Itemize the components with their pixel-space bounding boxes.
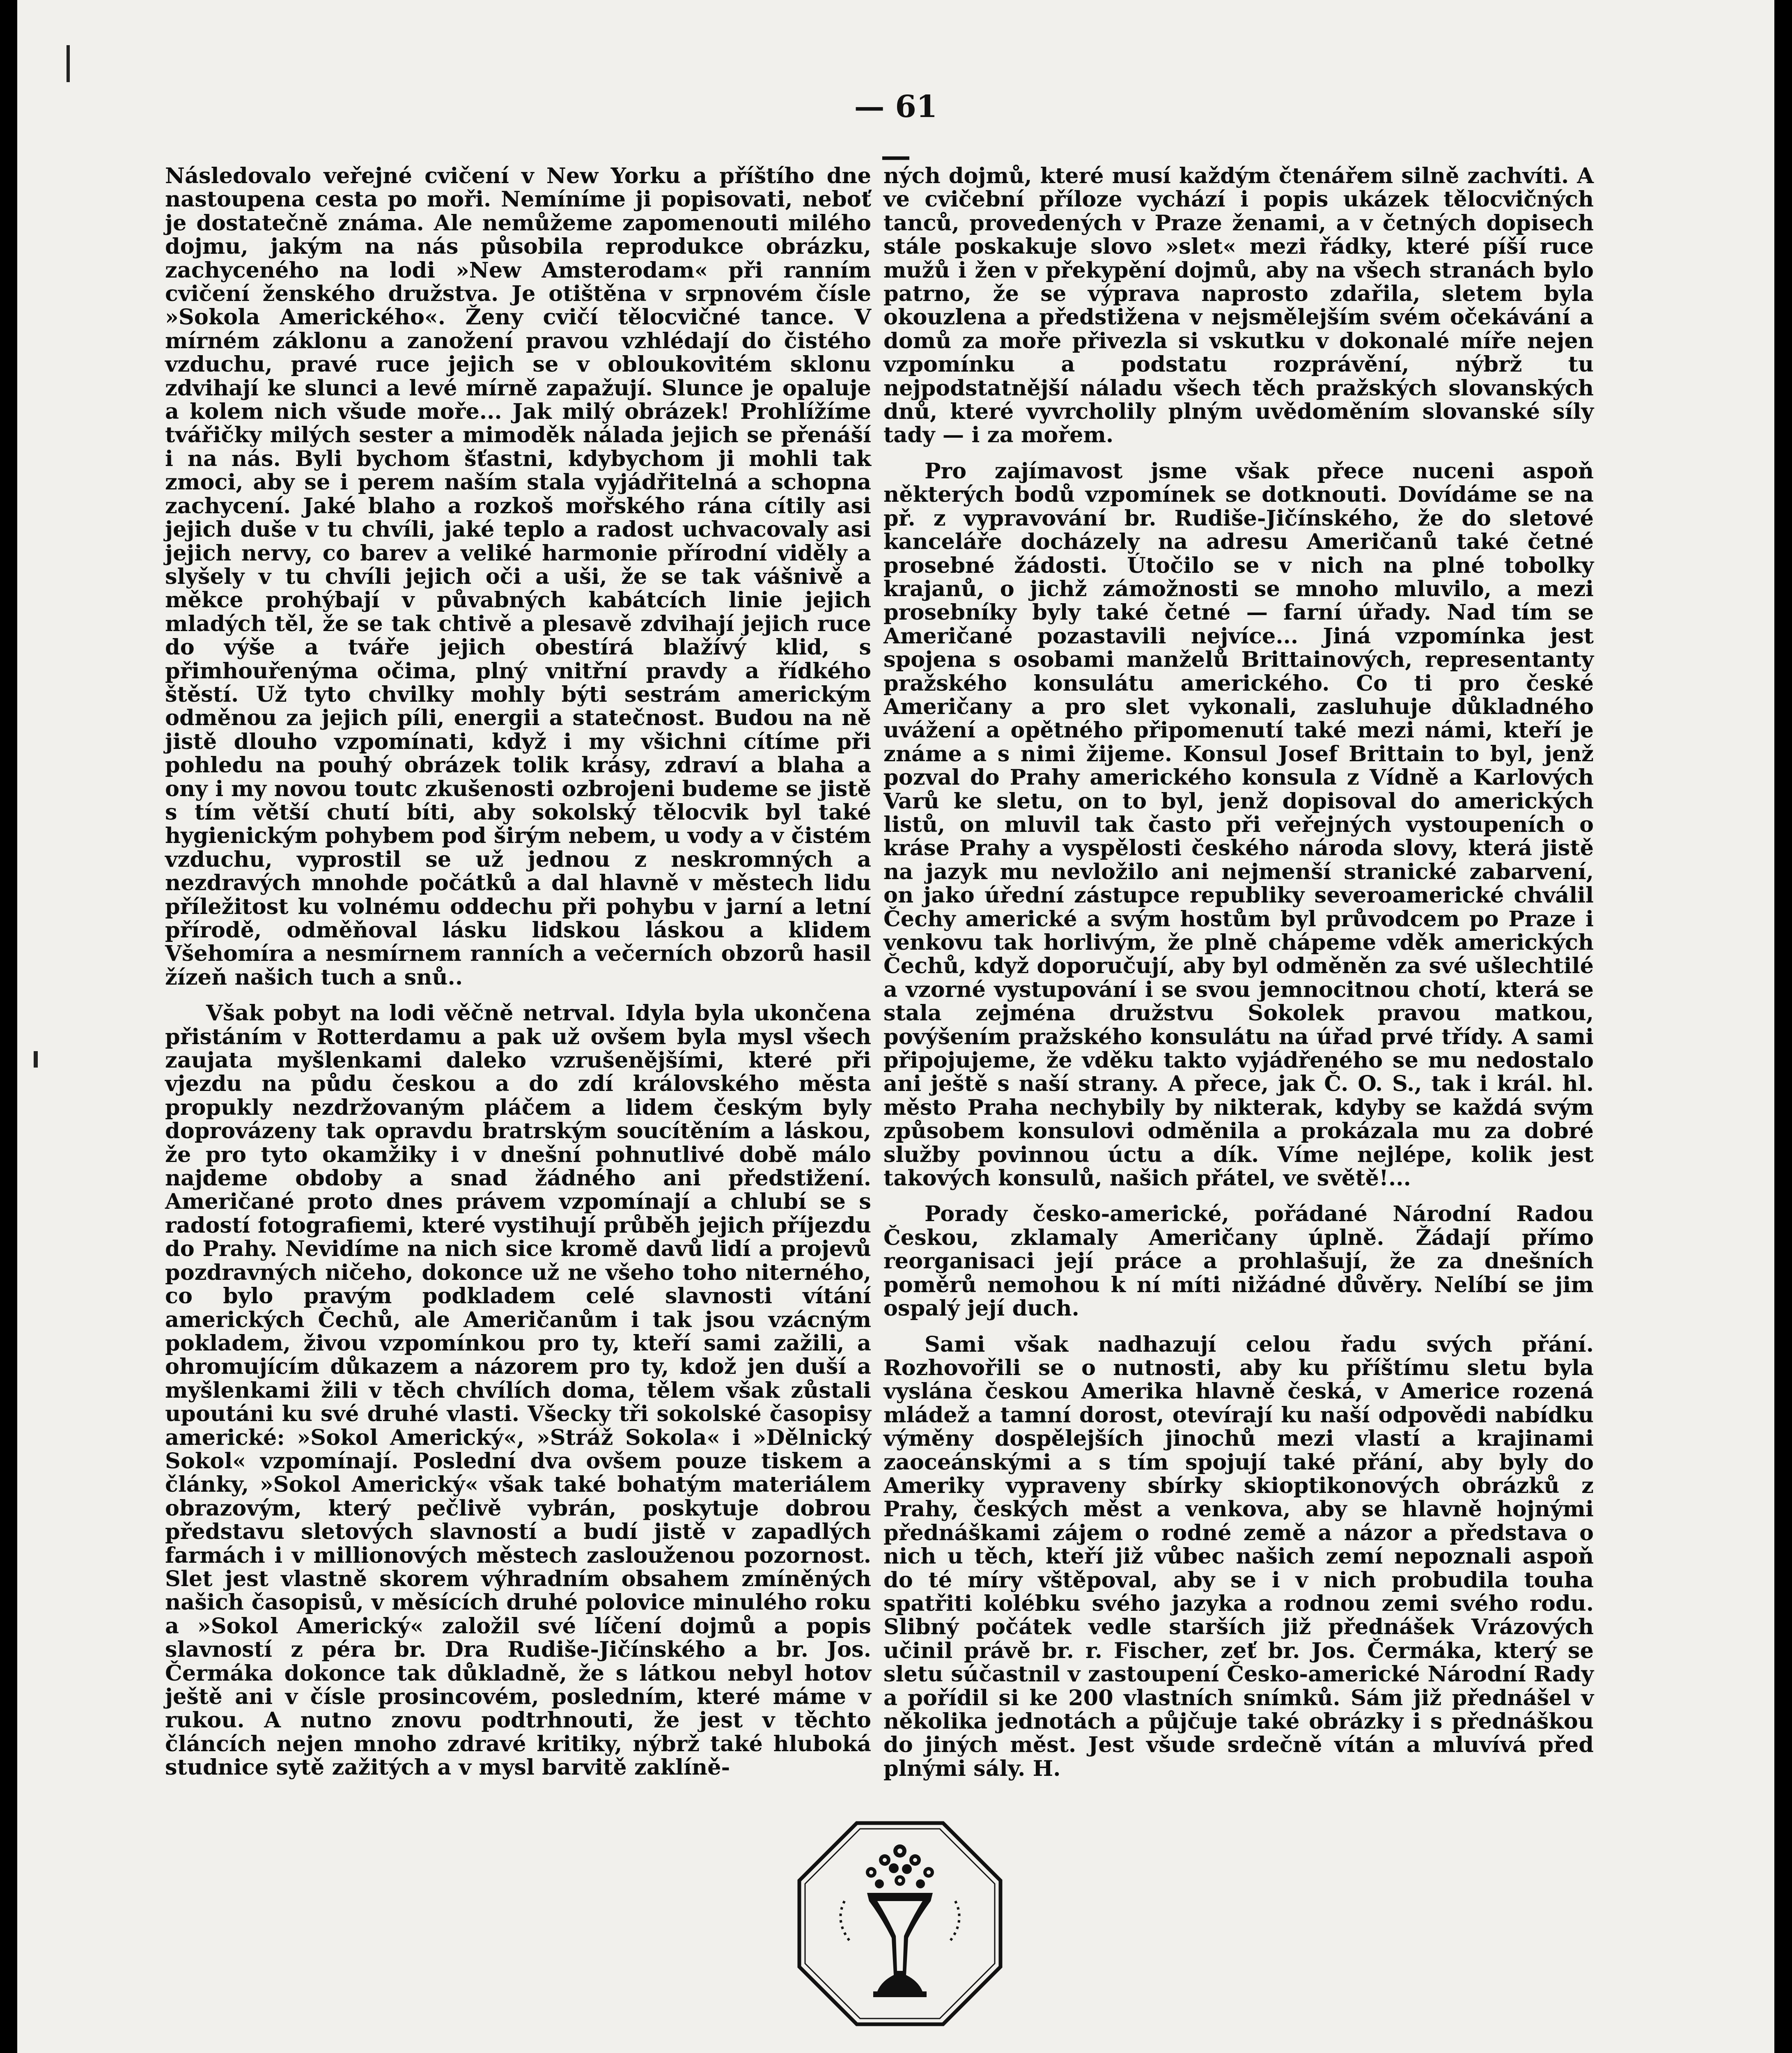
vase-ornament-icon (795, 1819, 1005, 2028)
paragraph: Sami však nadhazují celou řadu svých přání. Rozhovořili se o nutnosti, aby ku příštímu sletu byla vyslána českou Amerika hlavně česká, v Americe rozená mládež a tamní dorost, otevírají ku naší odpovědi nabídku výměny dospělejších jinochů mezi vlastí a krajinami zaoceánskými a s tím spojují také přání, aby byly do Ameriky vypraveny sbírky skioptikonových obrázků z Prahy, českých měst a venkova, aby se hlavně hojnými přednáškami zájem o rodné země a názor a představa o nich u těch, kteří již vůbec našich zemí nepoznali aspoň do té míry vštěpoval, aby se i v nich probudila touha spatřiti kolébku svého jazyka a rodnou zemi svého rodu. Slibný počátek vedle starších již přednášek Vrázových učinil právě br. r. Fischer, zeť br. Jos. Čermáka, který se sletu súčastnil v zastoupení Česko-americké Národní Rady a pořídil si ke 200 vlastních snímků. Sám již přednášel v několika jednotách a půjčuje také obrázky i s přednáškou do jiných měst. Jest všude srdečně vítán a mluvívá před plnými sály. H. (883, 1332, 1594, 1781)
paragraph: Následovalo veřejné cvičení v New Yorku a příštího dne nastoupena cesta po moři. Nemíníme ji popisovati, neboť je dostatečně známa. Ale nemůžeme zapomenouti milého dojmu, jakým na nás působila reprodukce obrázku, zachyceného na lodi »New Amsterodam« při ranním cvičení ženského družstva. Je otištěna v srpnovém čísle »Sokola Amerického«. Ženy cvičí tělocvičné tance. V mírném záklonu a zanožení pravou vzhlédají do čistého vzduchu, pravé ruce jejich se v obloukovitém sklonu zdvihají ke slunci a levé mírně zapažují. Slunce je opaluje a kolem nich všude moře... Jak milý obrázek! Prohlížíme tvářičky milých sester a mimoděk nálada jejich se přenáší i na nás. Byli bychom šťastni, kdybychom ji mohli tak zmoci, aby se i perem naším stala vyjádřitelná a schopna zachycení. Jaké blaho a rozkoš mořského rána cítily asi jejich duše v tu chvíli, jaké teplo a radost uchvacovaly asi jejich nervy, co barev a veliké harmonie přírodní viděly a slyšely v tu chvíli jejich oči a uši, že se tak vášnivě a měkce prohýbají v půvabných kabátcích linie jejich mladých těl, že se tak chtivě a plesavě zdvihají jejich ruce do výše a tváře jejich obestírá blažívý klid, s přimhouřenýma očima, plný vnitřní pravdy a řídkého štěstí. Už tyto chvilky mohly býti sestrám americkým odměnou za jejich píli, energii a statečnost. Budou na ně jistě dlouho vzpomínati, když i my všichni cítíme při pohledu na pouhý obrázek tolik krásy, zdraví a blaha a ony i my novou toutc zkušenosti ozbrojeni budeme se jistě s tím větší chutí bíti, aby sokolský tělocvik byl také hygienickým pohybem pod širým nebem, u vody a v čistém vzduchu, vyprostil se už jednou z neskromných a nezdravých mnohde počátků a dal hlavně v městech lidu příležitost ku volnému oddechu při pohybu v jarní a letní přírodě, odměňoval lásku lidskou láskou a klidem Všehomíra a nesmírnem ranních a večerních obzorů hasil žízeň našich tuch a snů.. (165, 163, 871, 990)
text-column-right (883, 164, 1594, 1793)
page-sheet (17, 0, 1774, 2053)
scan-mark (67, 45, 70, 82)
text-column-left (165, 164, 871, 1792)
paragraph: Porady česko-americké, pořádané Národní Radou Českou, zklamaly Američany úplně. Žádají přímo reorganisaci její práce a prohlašují, že za dnešních poměrů nemohou k ní míti nižádné důvěry. Nelíbí se jim ospalý její duch. (883, 1201, 1594, 1321)
paragraph: Pro zajímavost jsme však přece nuceni aspoň některých bodů vzpomínek se dotknouti. Dovídáme se na př. z vypravování br. Rudiše-Jičínského, že do sletové kanceláře docházely na adresu Američanů také četné prosebné žádosti. Útočilo se v nich na plné tobolky krajanů, o jichž zámožnosti se mnoho mluvilo, a mezi prosebníky byly také četné — farní úřady. Nad tím se Američané pozastavili nejvíce... Jiná vzpomínka jest spojena s osobami manželů Brittainových, representanty pražského konsulátu amerického. Co ti pro české Američany a pro slet vykonali, zasluhuje důkladného uvážení a opětného připomenutí také mezi námi, kteří je známe a s nimi žijeme. Konsul Josef Brittain to byl, jenž pozval do Prahy amerického konsula z Vídně a Karlových Varů ke sletu, on to byl, jenž dopisoval do amerických listů, on mluvil tak často při veřejných vystoupeních o kráse Prahy a vyspělosti českého národa slovy, která jistě na jazyk mu nevložilo ani nejmenší stranické zabarvení, on jako úřední zástupce republiky severoamerické chválil Čechy americké a svým hostům byl průvodcem po Praze i venkovu tak horlivým, že plně chápeme vděk amerických Čechů, když doporučují, aby byl odměněn za své ušlechtilé a vzorné vystupování i se svou jemnocitnou chotí, která se stala zejména družstvu Sokolek pravou matkou, povýšením pražského konsulátu na úřad prvé třídy. A sami připojujeme, že vděku takto vyjádřeného se mu nedostalo ani ještě s naší strany. A přece, jak Č. O. S., tak i král. hl. město Praha nechybily by nikterak, kdyby se každá svým způsobem konsulovi odměnila a prokázala mu za dobré služby povinnou úctu a dík. Víme nejlépe, kolik jest takových konsulů, našich přátel, ve světě!... (883, 458, 1594, 1191)
page-number: — 61 — (854, 89, 938, 174)
scan-mark (34, 1051, 38, 1068)
paragraph: ných dojmů, které musí každým čtenářem silně zachvíti. A ve cvičební příloze vychází i popis ukázek tělocvičných tanců, provedených v Praze ženami, a v četných dopisech stále poskakuje slovo »slet« mezi řádky, které píší ruce mužů i žen v překypění dojmů, aby na všech stranách bylo patrno, že se výprava naprosto zdařila, sletem byla okouzlena a předstižena v nejsmělejším svém očekávání a domů za moře přivezla si vskutku v dokonalé míře nejen vzpomínku a podstatu rozprávění, nýbrž tu nejpodstatnější náladu všech těch pražských slovanských dnů, které vyvrcholily plným uvědoměním slovanské síly tady — i za mořem. (883, 163, 1594, 448)
paragraph: Však pobyt na lodi věčně netrval. Idyla byla ukončena přistáním v Rotterdamu a pak už ovšem byla mysl všech zaujata myšlenkami daleko vzrušenějšími, které při vjezdu na půdu českou a do zdí královského města propukly nezdržovaným pláčem a lidem českým byly doprovázeny tak opravdu bratrským soucítěním a láskou, že pro tyto okamžiky i v dnešní pohnutlivé době málo najdeme obdoby a snad žádného ani předstižení. Američané proto dnes právem vzpomínají a chlubí se s radostí fotografiemi, které vystihují průběh jejich příjezdu do Prahy. Nevidíme na nich sice kromě davů lidí a projevů pozdravných ničeho, dokonce už ne všeho toho niterného, co bylo pravým podkladem celé slavnosti vítání amerických Čechů, ale Američanům i tak jsou vzácným pokladem, živou vzpomínkou pro ty, kteří sami zažili, a ohromujícím důkazem a názorem pro ty, kdož jen duší a myšlenkami žili v těch chvílích doma, tělem však zůstali upoutáni ku své druhé vlasti. Všecky tři sokolské časopisy americké: »Sokol Americký«, »Stráž Sokola« i »Dělnický Sokol« vzpomínají. Poslední dva ovšem pouze tiskem a články, »Sokol Americký« však také bohatým materiálem obrazovým, který pečlivě vybrán, poskytuje dobrou představu sletových slavností a budí jistě v zapadlých farmách i v millionových městech zaslouženou pozornost. Slet jest vlastně skorem výhradním obsahem zmíněných našich časopisů, v měsících druhé polovice minulého roku a »Sokol Americký« založil své líčení dojmů a popis slavností z péra br. Dra Rudiše-Jičínského a br. Jos. Čermáka dokonce tak důkladně, že s látkou nebyl hotov ještě ani v čísle prosincovém, posledním, které máme v rukou. A nutno znovu podtrhnouti, že jest v těchto článcích nejen mnoho zdravé kritiky, nýbrž také hluboká studnice sytě zažitých a v mysl barvitě zaklíně- (165, 1001, 871, 1780)
